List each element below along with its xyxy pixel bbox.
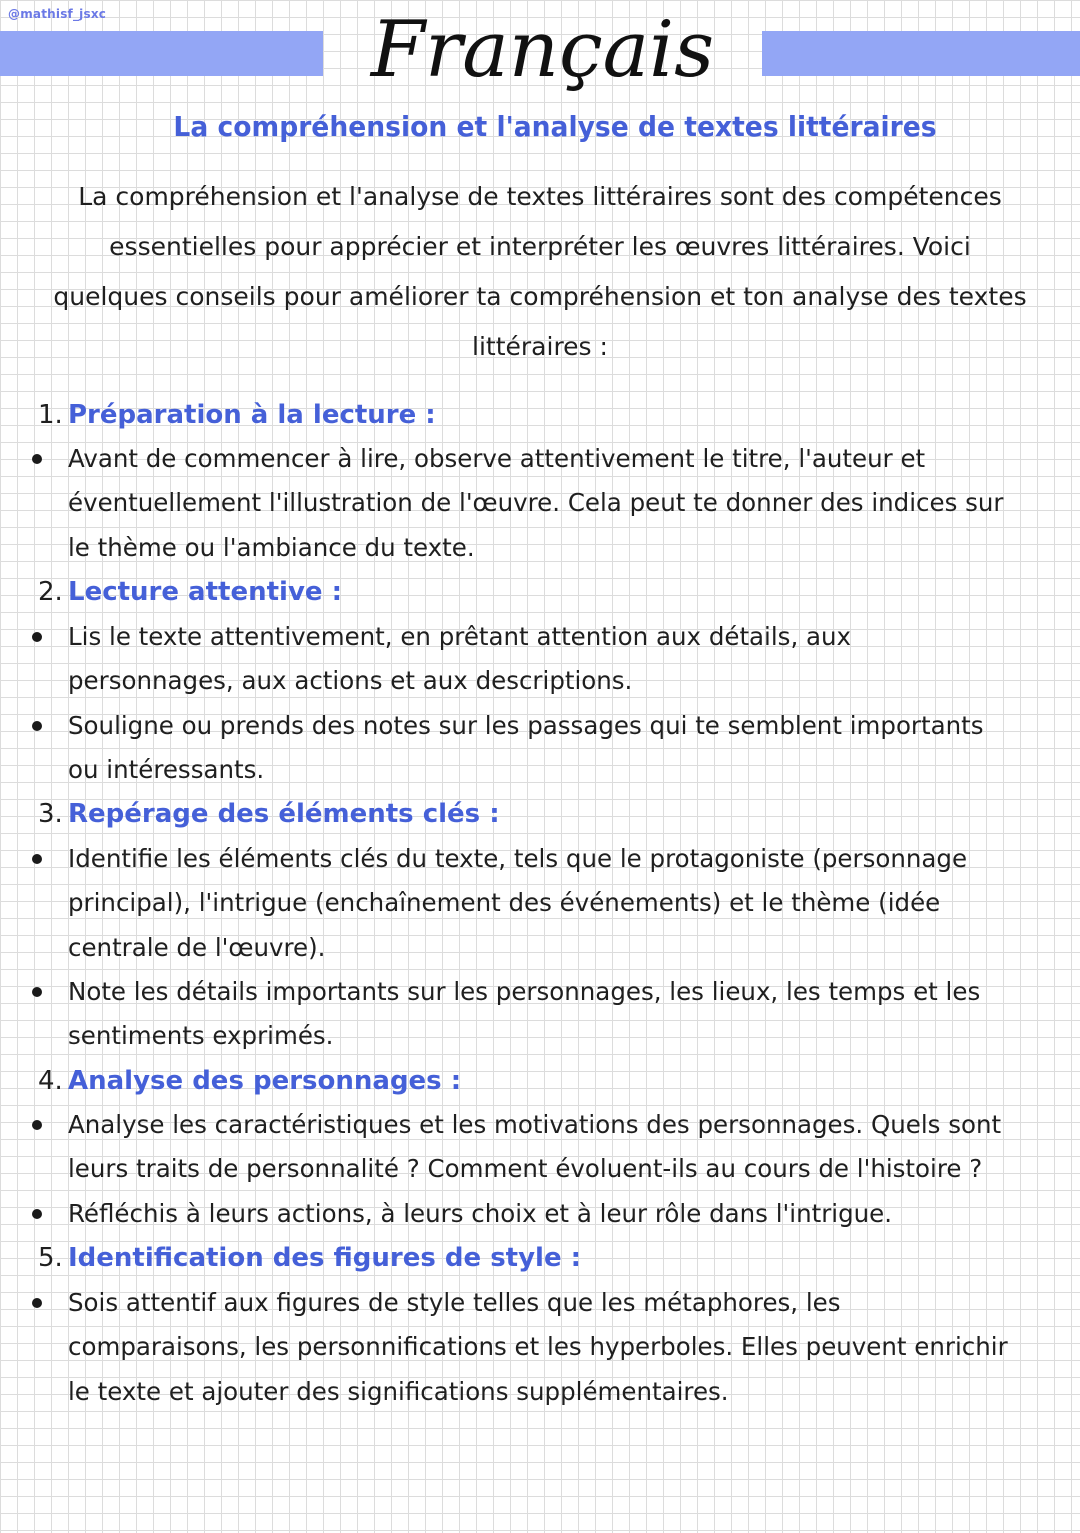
bullet-line: comparaisons, les personnifications et les hyperboles. Elles peuvent enrichir <box>68 1332 1008 1362</box>
bullet-line: Avant de commencer à lire, observe attentivement le titre, l'auteur et <box>68 444 926 473</box>
section-number: 2. <box>38 577 63 607</box>
bullet-item <box>68 437 1068 570</box>
bullet-dot-icon <box>32 721 42 731</box>
bullet-line: Réfléchis à leurs actions, à leurs choix et à leur rôle dans l'intrigue. <box>68 1199 893 1228</box>
section-heading-5 <box>38 1236 581 1280</box>
bullet-line: ou intéressants. <box>68 755 265 785</box>
section-number: 1. <box>38 400 63 430</box>
bullet-line: le texte et ajouter des significations supplémentaires. <box>68 1376 729 1406</box>
bullet-line: Sois attentif aux figures de style telles que les métaphores, les <box>68 1288 841 1317</box>
bullet-line: Lis le texte attentivement, en prêtant attention aux détails, aux <box>68 622 852 651</box>
section-heading-2 <box>38 570 342 614</box>
bullet-dot-icon <box>32 1209 42 1219</box>
bullet-item <box>68 1281 1068 1414</box>
bullet-line: éventuellement l'illustration de l'œuvre. Cela peut te donner des indices sur <box>68 488 1004 518</box>
bullet-dot-icon <box>32 1120 42 1130</box>
bullet-line: Souligne ou prends des notes sur les passages qui te semblent importants <box>68 711 984 740</box>
section-title: Lecture attentive : <box>68 577 342 607</box>
intro-line: quelques conseils pour améliorer ta compréhension et ton analyse des textes <box>53 282 1027 311</box>
intro-line: essentielles pour apprécier et interpréter les œuvres littéraires. Voici <box>109 232 971 261</box>
bullet-dot-icon <box>32 854 42 864</box>
section-heading-1 <box>38 393 436 437</box>
section-number: 4. <box>38 1066 63 1096</box>
bullet-line: Note les détails importants sur les personnages, les lieux, les temps et les <box>68 977 981 1006</box>
bullet-dot-icon <box>32 987 42 997</box>
watermark: @mathisf_jsxc <box>8 7 107 21</box>
bullet-dot-icon <box>32 1298 42 1308</box>
title-bar-right <box>762 31 1080 76</box>
bullet-line: Analyse les caractéristiques et les motivations des personnages. Quels sont <box>68 1110 1002 1139</box>
bullet-line: personnages, aux actions et aux descriptions. <box>68 666 633 696</box>
section-title: Analyse des personnages : <box>68 1066 462 1096</box>
subtitle: La compréhension et l'analyse de textes littéraires <box>173 111 937 143</box>
intro-line: littéraires : <box>472 332 608 361</box>
intro-paragraph <box>15 172 1065 372</box>
bullet-line: principal), l'intrigue (enchaînement des événements) et le thème (idée <box>68 888 941 918</box>
section-title: Repérage des éléments clés : <box>68 799 500 829</box>
bullet-line: leurs traits de personnalité ? Comment évoluent-ils au cours de l'histoire ? <box>68 1154 983 1184</box>
section-number: 3. <box>38 799 63 829</box>
page-title: Français <box>370 5 715 95</box>
bullet-line: Identifie les éléments clés du texte, tels que le protagoniste (personnage <box>68 844 968 873</box>
bullet-item <box>68 970 1068 1059</box>
bullet-line: sentiments exprimés. <box>68 1021 334 1051</box>
title-bar-left <box>0 31 323 76</box>
section-number: 5. <box>38 1243 63 1273</box>
section-heading-4 <box>38 1059 461 1103</box>
bullet-item <box>68 1103 1068 1192</box>
bullet-item <box>68 1192 1068 1236</box>
bullet-item <box>68 704 1068 793</box>
bullet-item <box>68 837 1068 970</box>
bullet-item <box>68 615 1068 704</box>
intro-line: La compréhension et l'analyse de textes littéraires sont des compétences <box>78 182 1002 211</box>
bullet-line: le thème ou l'ambiance du texte. <box>68 532 475 562</box>
section-title: Identification des figures de style : <box>68 1243 582 1273</box>
bullet-dot-icon <box>32 454 42 464</box>
bullet-line: centrale de l'œuvre). <box>68 932 326 962</box>
section-heading-3 <box>38 792 500 836</box>
bullet-dot-icon <box>32 632 42 642</box>
section-title: Préparation à la lecture : <box>68 400 436 430</box>
